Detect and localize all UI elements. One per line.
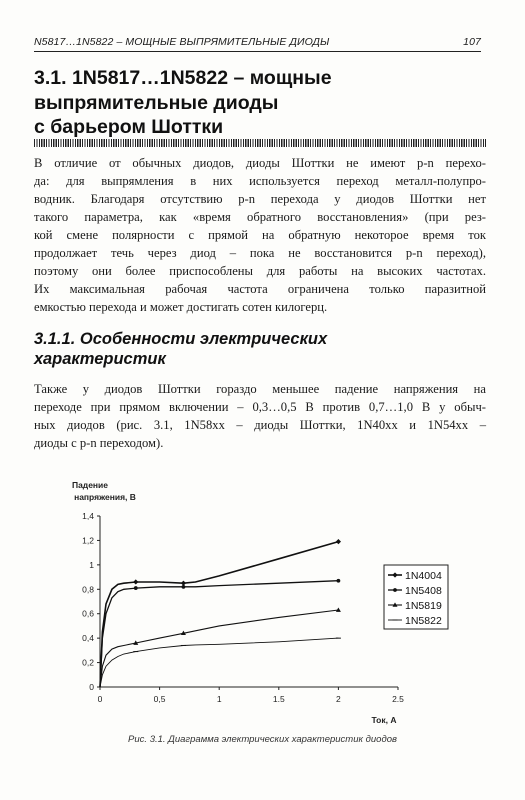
- series-line: [100, 610, 338, 687]
- legend-label: 1N4004: [405, 570, 442, 582]
- subsection-title-line: 3.1.1. Особенности электрических: [34, 330, 328, 348]
- text-line: емкостью перехода и может достигать сотен килогерц.: [34, 300, 328, 314]
- data-point: [133, 579, 138, 584]
- text-line: кой смене полярности с прямой на обратную некоторое время ток: [34, 228, 486, 242]
- y-tick-label: 0: [89, 682, 94, 692]
- y-axis-label-line: напряжения, В: [74, 492, 136, 502]
- y-tick-label: 0,6: [82, 608, 94, 619]
- text-line: продолжает течь через диод – пока не восстановится p-n переход),: [34, 246, 486, 260]
- x-tick-label: 2.5: [392, 694, 404, 704]
- y-tick-label: 0,8: [82, 584, 94, 595]
- data-point: [336, 539, 341, 544]
- data-point: [134, 586, 138, 590]
- y-tick-label: 1: [89, 559, 94, 570]
- y-tick-label: 1,2: [82, 535, 94, 546]
- x-axis-label: Ток, А: [371, 715, 397, 725]
- figure-caption: Рис. 3.1. Диаграмма электрических характеристик диодов: [128, 734, 397, 745]
- text-line: ных диодов (рис. 3.1, 1N58xx – диоды Шоттки, 1N40xx и 1N54xx –: [34, 418, 486, 432]
- x-tick-label: 2: [336, 694, 341, 704]
- data-point: [182, 585, 186, 589]
- x-tick-label: 1.5: [272, 694, 285, 704]
- text-line: Их максимальная рабочая частота ограничена только паразитной: [34, 282, 486, 296]
- section-title-line: выпрямительные диоды: [34, 91, 279, 114]
- series-line: [100, 638, 338, 687]
- section-title-line: с барьером Шоттки: [34, 116, 224, 138]
- series-1n5822: [100, 638, 341, 687]
- series-1n5819: [100, 607, 341, 687]
- y-tick-label: 0,4: [82, 633, 94, 644]
- chart-legend: [384, 565, 448, 629]
- series-1n5408: [100, 579, 340, 687]
- chart-axes: [82, 511, 404, 704]
- running-title: N5817…1N5822 – МОЩНЫЕ ВЫПРЯМИТЕЛЬНЫЕ ДИОДЫ: [34, 36, 330, 48]
- data-point: [337, 579, 341, 583]
- data-point: [393, 588, 397, 592]
- text-line: переходе при прямом включении – 0,3…0,5 В против 0,7…1,0 В у обыч-: [34, 400, 486, 414]
- legend-label: 1N5408: [405, 585, 442, 597]
- text-line: такого параметра, как «время обратного восстановления» (при рез-: [34, 210, 486, 224]
- y-tick-label: 1,4: [82, 511, 94, 521]
- subsection-title-line: характеристик: [34, 350, 166, 368]
- text-line: да: для выпрямления в них используется переход металл-полупро-: [34, 174, 486, 188]
- text-line: поэтому они более приспособлены для работы на высоких частотах.: [34, 264, 486, 278]
- y-axis-label-line: Падение: [71, 480, 109, 490]
- text-line: водник. Благодаря отсутствию p-n перехода у диодов Шоттки нет: [34, 192, 486, 206]
- legend-label: 1N5822: [405, 615, 442, 627]
- text-line: диоды с p-n переходом).: [34, 436, 164, 450]
- series-line: [100, 581, 338, 687]
- x-tick-label: 0: [97, 694, 103, 704]
- text-line: В отличие от обычных диодов, диоды Шоттки не имеют p-n перехо-: [34, 156, 486, 170]
- y-tick-label: 0,2: [82, 657, 94, 668]
- x-tick-label: 0,5: [153, 694, 166, 704]
- legend-label: 1N5819: [405, 600, 442, 612]
- text-line: Также у диодов Шоттки гораздо меньшее падение напряжения на: [34, 382, 486, 396]
- x-tick-label: 1: [216, 694, 222, 704]
- data-point: [336, 607, 341, 611]
- page-number: 107: [463, 36, 481, 48]
- chart-series-layer: [100, 539, 341, 687]
- series-1n4004: [100, 539, 341, 687]
- section-title-line: 3.1. 1N5817…1N5822 – мощные: [34, 67, 332, 89]
